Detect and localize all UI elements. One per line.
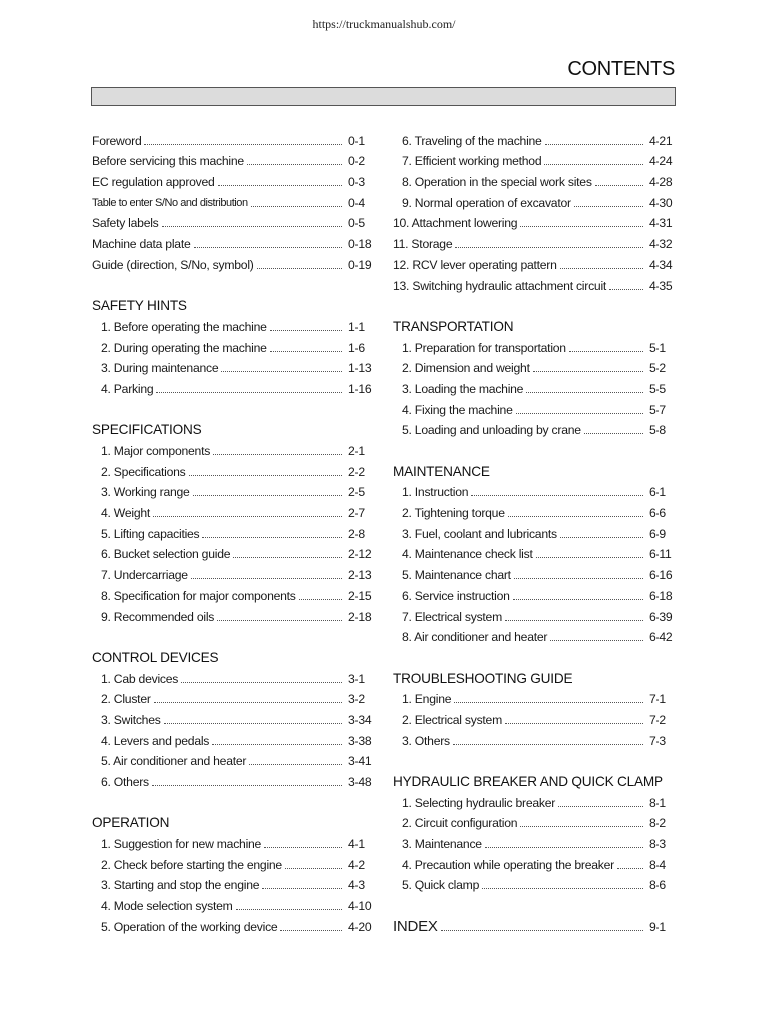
toc-entry[interactable] [393, 168, 675, 189]
section-spacer [393, 437, 675, 458]
toc-entry-page-number: 0-4 [348, 195, 365, 210]
dot-leader [550, 640, 643, 641]
dot-leader [516, 413, 643, 414]
toc-entry-page-number: 4-2 [348, 857, 365, 872]
dot-leader [270, 330, 342, 331]
toc-entry[interactable] [393, 334, 675, 355]
toc-entry-page-number: 4-30 [649, 195, 673, 210]
toc-entry-label: 6. Bucket selection guide [101, 547, 231, 562]
toc-entry-page-number: 4-20 [348, 919, 372, 934]
dot-leader [485, 847, 643, 848]
dot-leader [471, 495, 643, 496]
dot-leader [194, 247, 343, 248]
toc-entry[interactable] [393, 520, 675, 541]
toc-entry-page-number: 5-2 [649, 361, 666, 376]
dot-leader [193, 495, 342, 496]
dot-leader [441, 930, 643, 931]
toc-entry-page-number: 8-2 [649, 816, 666, 831]
dot-leader [181, 682, 342, 683]
dot-leader [595, 185, 643, 186]
section-heading: OPERATION [92, 815, 170, 831]
toc-entry[interactable] [92, 727, 374, 748]
toc-entry-label: 1. Preparation for transportation [402, 340, 566, 355]
dot-leader [453, 744, 643, 745]
section-spacer [92, 624, 374, 645]
dot-leader [218, 185, 342, 186]
toc-entry[interactable] [393, 830, 675, 851]
toc-entry-label: 2. Cluster [101, 692, 151, 707]
toc-entry[interactable] [92, 830, 374, 851]
toc-entry-page-number: 5-5 [649, 381, 666, 396]
section-spacer [92, 272, 374, 293]
toc-entry[interactable] [92, 355, 374, 376]
toc-entry[interactable] [92, 541, 374, 562]
toc-entry-page-number: 6-39 [649, 609, 673, 624]
toc-entry-label: 2. Dimension and weight [402, 361, 530, 376]
dot-leader [251, 206, 342, 207]
toc-entry-label: 9. Recommended oils [101, 609, 215, 624]
toc-entry[interactable] [92, 706, 374, 727]
toc-entry-label: 4. Fixing the machine [402, 402, 513, 417]
toc-entry-label: Before servicing this machine [92, 154, 244, 169]
toc-entry[interactable] [92, 582, 374, 603]
toc-entry-page-number: 5-7 [649, 402, 666, 417]
dot-leader [236, 909, 342, 910]
dot-leader [153, 516, 342, 517]
toc-entry[interactable] [92, 437, 374, 458]
toc-entry-page-number: 3-34 [348, 712, 372, 727]
toc-entry[interactable] [92, 458, 374, 479]
toc-entry-page-number: 3-1 [348, 671, 365, 686]
toc-entry-label: Table to enter S/No and distribution [92, 196, 248, 209]
section-heading: TROUBLESHOOTING GUIDE [393, 670, 573, 686]
toc-entry-page-number: 4-21 [649, 133, 673, 148]
dot-leader [609, 289, 643, 290]
dot-leader [233, 557, 342, 558]
toc-entry-label: 10. Attachment lowering [393, 216, 518, 231]
toc-entry-page-number: 2-13 [348, 568, 372, 583]
section-spacer [393, 293, 675, 314]
toc-entry[interactable] [92, 913, 374, 934]
toc-entry[interactable] [393, 251, 675, 272]
toc-index-entry[interactable] [393, 913, 675, 934]
toc-entry-label: 4. Weight [101, 506, 151, 521]
dot-leader [482, 888, 643, 889]
toc-entry-label: Foreword [92, 133, 142, 148]
toc-entry-label: 3. Switches [101, 712, 161, 727]
toc-entry-page-number: 6-16 [649, 568, 673, 583]
dot-leader [189, 475, 343, 476]
toc-entry[interactable] [393, 789, 675, 810]
toc-entry-page-number: 4-1 [348, 837, 365, 852]
toc-entry[interactable] [393, 272, 675, 293]
toc-entry-page-number: 1-6 [348, 340, 365, 355]
toc-entry[interactable] [393, 541, 675, 562]
dot-leader [533, 371, 643, 372]
toc-entry-page-number: 8-6 [649, 878, 666, 893]
toc-entry-label: 2. During operating the machine [101, 340, 267, 355]
toc-entry-label: 2. Electrical system [402, 712, 502, 727]
toc-entry-label: 6. Traveling of the machine [402, 133, 542, 148]
toc-entry-page-number: 1-16 [348, 381, 372, 396]
toc-entry[interactable] [393, 417, 675, 438]
toc-entry[interactable] [92, 313, 374, 334]
toc-entry[interactable] [92, 520, 374, 541]
dot-leader [508, 516, 643, 517]
toc-entry[interactable] [92, 892, 374, 913]
toc-entry[interactable] [393, 479, 675, 500]
toc-entry-page-number: 8-1 [649, 795, 666, 810]
dot-leader [280, 930, 342, 931]
toc-entry[interactable] [92, 499, 374, 520]
toc-entry-label: 1. Cab devices [101, 671, 179, 686]
dot-leader [544, 164, 643, 165]
toc-entry-page-number: 1-13 [348, 361, 372, 376]
dot-leader [152, 785, 342, 786]
toc-entry-page-number: 6-11 [649, 547, 672, 562]
toc-entry-page-number: 4-32 [649, 237, 673, 252]
dot-leader [257, 268, 342, 269]
dot-leader [454, 702, 643, 703]
section-heading: SPECIFICATIONS [92, 422, 202, 438]
section-heading: TRANSPORTATION [393, 318, 514, 334]
toc-entry[interactable] [393, 499, 675, 520]
toc-entry-page-number: 2-7 [348, 506, 365, 521]
toc-entry-page-number: 6-42 [649, 630, 673, 645]
toc-entry-page-number: 4-3 [348, 878, 365, 893]
toc-entry-label: 3. Fuel, coolant and lubricants [402, 526, 557, 541]
toc-entry-page-number: 3-2 [348, 692, 365, 707]
toc-entry-page-number: 3-41 [348, 754, 372, 769]
toc-entry-label: 6. Service instruction [402, 588, 510, 603]
toc-entry-page-number: 4-35 [649, 278, 673, 293]
toc-entry-page-number: 8-3 [649, 837, 666, 852]
toc-entry[interactable] [92, 561, 374, 582]
toc-entry-label: 1. Engine [402, 692, 452, 707]
toc-entry-label: 1. Selecting hydraulic breaker [402, 795, 556, 810]
dot-leader [574, 206, 643, 207]
toc-entry-page-number: 5-1 [649, 340, 666, 355]
dot-leader [513, 599, 643, 600]
dot-leader [617, 868, 643, 869]
toc-entry-label: 2. Tightening torque [402, 506, 505, 521]
dot-leader [545, 144, 643, 145]
toc-entry-label: 8. Air conditioner and heater [402, 630, 548, 645]
toc-entry-label: 1. Suggestion for new machine [101, 837, 262, 852]
toc-entry-page-number: 0-19 [348, 257, 372, 272]
toc-entry-label: 2. Circuit configuration [402, 816, 518, 831]
dot-leader [560, 268, 643, 269]
toc-entry-label: 13. Switching hydraulic attachment circuit [393, 278, 607, 293]
toc-entry-label: 5. Maintenance chart [402, 568, 511, 583]
dot-leader [270, 351, 342, 352]
toc-entry-page-number: 8-4 [649, 857, 666, 872]
toc-entry[interactable] [92, 665, 374, 686]
section-spacer [393, 892, 675, 913]
toc-entry-page-number: 2-18 [348, 609, 372, 624]
section-heading: MAINTENANCE [393, 463, 490, 479]
toc-entry-page-number: 4-31 [649, 216, 673, 231]
toc-entry[interactable] [92, 748, 374, 769]
toc-entry-label: Machine data plate [92, 237, 191, 252]
toc-entry[interactable] [393, 230, 675, 251]
dot-leader [285, 868, 342, 869]
toc-entry[interactable] [393, 872, 675, 893]
toc-entry[interactable] [92, 768, 374, 789]
toc-entry-page-number: 0-3 [348, 175, 365, 190]
toc-entry-page-number: 4-28 [649, 175, 673, 190]
toc-entry[interactable] [393, 127, 675, 148]
toc-entry[interactable] [92, 189, 374, 210]
dot-leader [536, 557, 643, 558]
toc-entry[interactable] [92, 168, 374, 189]
toc-entry-label: 8. Specification for major components [101, 588, 296, 603]
source-url[interactable]: https://truckmanualshub.com/ [312, 17, 456, 31]
toc-entry-label: 9. Normal operation of excavator [402, 195, 571, 210]
toc-entry-label: 12. RCV lever operating pattern [393, 257, 557, 272]
toc-entry-label: 11. Storage [393, 237, 453, 252]
toc-entry-page-number: 0-1 [348, 133, 365, 148]
toc-entry[interactable] [92, 251, 374, 272]
section-spacer [92, 396, 374, 417]
toc-entry[interactable] [92, 375, 374, 396]
toc-entry[interactable] [393, 375, 675, 396]
toc-entry-label: 5. Air conditioner and heater [101, 754, 247, 769]
dot-leader [526, 392, 643, 393]
toc-entry-page-number: 7-1 [649, 692, 666, 707]
toc-entry-label: 4. Mode selection system [101, 899, 233, 914]
dot-leader [264, 847, 342, 848]
section-spacer [393, 748, 675, 769]
dot-leader [156, 392, 342, 393]
toc-entry-page-number: 6-18 [649, 588, 673, 603]
dot-leader [299, 599, 342, 600]
toc-entry[interactable] [393, 810, 675, 831]
section-spacer [92, 789, 374, 810]
toc-entry-page-number: 2-8 [348, 526, 365, 541]
page-title: CONTENTS [567, 58, 675, 80]
toc-entry[interactable] [92, 210, 374, 231]
dot-leader [584, 433, 643, 434]
toc-entry[interactable] [393, 851, 675, 872]
toc-entry-label: 1. Before operating the machine [101, 319, 267, 334]
toc-entry-page-number: 9-1 [649, 919, 666, 934]
toc-entry-page-number: 2-5 [348, 485, 365, 500]
title-divider-bar [91, 87, 676, 106]
section-heading: SAFETY HINTS [92, 298, 187, 314]
toc-right-column [393, 127, 675, 934]
dot-leader [162, 226, 342, 227]
toc-entry[interactable] [92, 148, 374, 169]
dot-leader [569, 351, 643, 352]
dot-leader [191, 578, 342, 579]
section-heading: CONTROL DEVICES [92, 649, 219, 665]
dot-leader [164, 723, 342, 724]
toc-entry[interactable] [92, 230, 374, 251]
toc-entry-label: 3. During maintenance [101, 361, 219, 376]
toc-entry-label: 7. Efficient working method [402, 154, 542, 169]
toc-entry-label: 5. Quick clamp [402, 878, 480, 893]
toc-entry-label: EC regulation approved [92, 175, 215, 190]
toc-entry[interactable] [393, 355, 675, 376]
toc-entry-label: 4. Parking [101, 381, 154, 396]
toc-entry[interactable] [92, 851, 374, 872]
dot-leader [262, 888, 342, 889]
toc-entry[interactable] [393, 582, 675, 603]
dot-leader [213, 454, 342, 455]
dot-leader [520, 226, 643, 227]
toc-entry[interactable] [393, 706, 675, 727]
toc-entry-label: 4. Maintenance check list [402, 547, 533, 562]
dot-leader [249, 764, 342, 765]
toc-entry-page-number: 6-1 [649, 485, 666, 500]
toc-entry-page-number: 0-18 [348, 237, 372, 252]
section-heading: HYDRAULIC BREAKER AND QUICK CLAMP [393, 774, 663, 789]
toc-entry[interactable] [393, 148, 675, 169]
toc-entry-label: Safety labels [92, 216, 159, 231]
toc-entry[interactable] [393, 210, 675, 231]
toc-entry-page-number: 3-38 [348, 733, 372, 748]
toc-entry-label: 3. Starting and stop the engine [101, 878, 260, 893]
toc-entry-page-number: 0-5 [348, 216, 365, 231]
toc-entry[interactable] [92, 686, 374, 707]
toc-entry-label: 3. Working range [101, 485, 190, 500]
toc-entry-label: 4. Precaution while operating the breaker [402, 857, 614, 872]
toc-entry[interactable] [393, 603, 675, 624]
toc-entry[interactable] [92, 127, 374, 148]
toc-entry-label: 1. Instruction [402, 485, 469, 500]
toc-entry-page-number: 1-1 [348, 319, 365, 334]
toc-entry-page-number: 7-3 [649, 733, 666, 748]
toc-entry-page-number: 6-9 [649, 526, 666, 541]
dot-leader [202, 537, 342, 538]
toc-entry-page-number: 2-1 [348, 444, 365, 458]
dot-leader [144, 144, 342, 145]
toc-entry[interactable] [393, 189, 675, 210]
toc-entry-label: Guide (direction, S/No, symbol) [92, 257, 254, 272]
dot-leader [154, 702, 342, 703]
toc-entry[interactable] [92, 872, 374, 893]
toc-entry-page-number: 6-6 [649, 506, 666, 521]
toc-entry-label: 5. Operation of the working device [101, 919, 278, 934]
dot-leader [505, 723, 643, 724]
toc-entry-page-number: 2-12 [348, 547, 372, 562]
dot-leader [514, 578, 643, 579]
dot-leader [217, 620, 342, 621]
toc-entry[interactable] [92, 603, 374, 624]
toc-entry[interactable] [393, 727, 675, 748]
dot-leader [505, 620, 643, 621]
toc-entry-page-number: 7-2 [649, 712, 666, 727]
toc-entry-label: 8. Operation in the special work sites [402, 175, 592, 190]
section-spacer [393, 644, 675, 665]
toc-entry-label: 1. Major components [101, 444, 211, 458]
dot-leader [221, 371, 342, 372]
dot-leader [558, 806, 643, 807]
toc-entry[interactable] [393, 561, 675, 582]
toc-entry-page-number: 2-2 [348, 464, 365, 479]
toc-entry-label: 7. Electrical system [402, 609, 502, 624]
toc-entry-label: 4. Levers and pedals [101, 733, 210, 748]
toc-entry-label: 2. Specifications [101, 464, 186, 479]
toc-entry-page-number: 4-24 [649, 154, 673, 169]
toc-entry[interactable] [393, 396, 675, 417]
toc-entry-page-number: 4-10 [348, 899, 372, 914]
toc-entry-label: 2. Check before starting the engine [101, 857, 282, 872]
dot-leader [560, 537, 643, 538]
toc-left-column [92, 127, 374, 934]
toc-entry-label: 3. Maintenance [402, 837, 482, 852]
dot-leader [520, 826, 643, 827]
dot-leader [247, 164, 342, 165]
toc-entry-page-number: 0-2 [348, 154, 365, 169]
dot-leader [212, 744, 342, 745]
toc-entry-page-number: 2-15 [348, 588, 372, 603]
toc-entry-label: 6. Others [101, 775, 149, 789]
toc-entry[interactable] [393, 624, 675, 645]
toc-entry-page-number: 3-48 [348, 775, 372, 789]
toc-entry-page-number: 5-8 [649, 423, 666, 438]
toc-entry[interactable] [92, 334, 374, 355]
toc-entry-label: 5. Loading and unloading by crane [402, 423, 581, 438]
dot-leader [455, 247, 643, 248]
toc-entry[interactable] [393, 686, 675, 707]
toc-entry-page-number: 4-34 [649, 257, 673, 272]
toc-entry-label: 3. Others [402, 733, 450, 748]
toc-entry-label: INDEX [393, 917, 438, 935]
toc-entry[interactable] [92, 479, 374, 500]
toc-entry-label: 7. Undercarriage [101, 568, 188, 583]
toc-entry-label: 5. Lifting capacities [101, 526, 200, 541]
toc-entry-label: 3. Loading the machine [402, 381, 524, 396]
